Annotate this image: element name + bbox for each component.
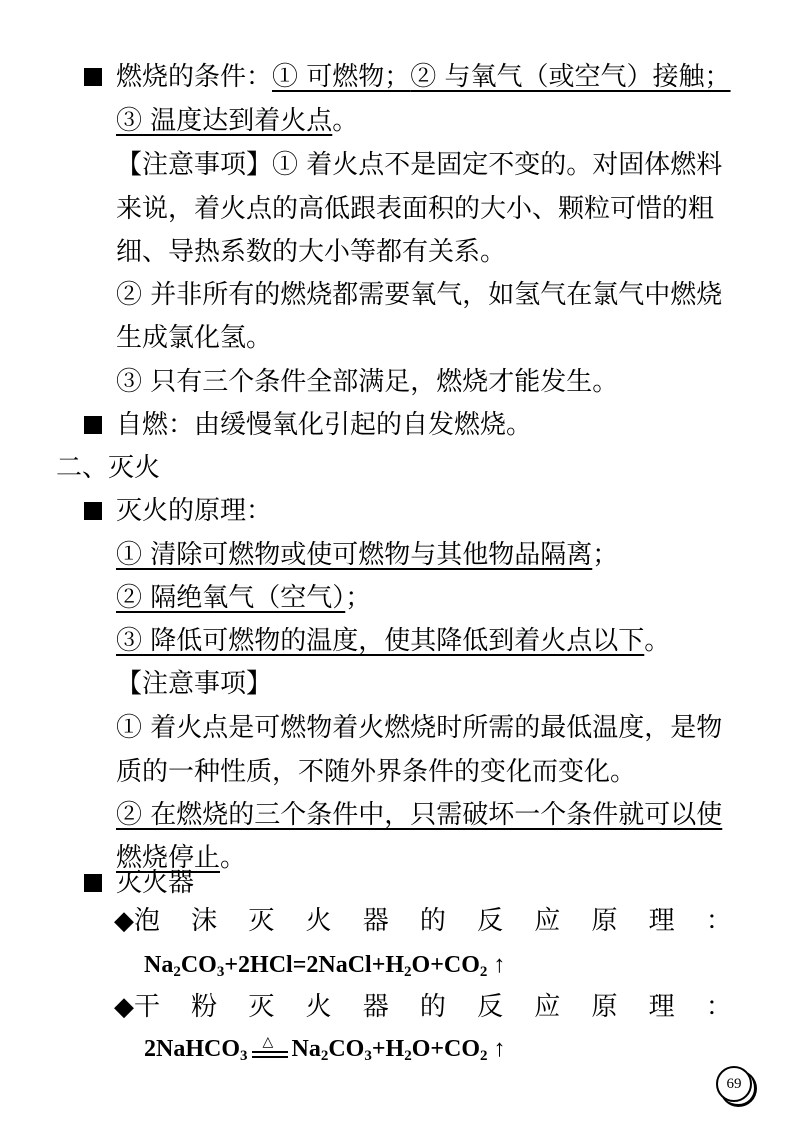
- principle-1: ① 清除可燃物或使可燃物与其他物品隔离: [116, 540, 593, 570]
- dry-char: 的: [419, 992, 446, 1022]
- dry-char: ：: [705, 992, 732, 1022]
- formula-part: +H: [371, 1036, 405, 1062]
- formula-sub: 3: [216, 964, 225, 980]
- formula-part: O+CO: [411, 1036, 481, 1062]
- formula-part: 2NaHCO: [144, 1036, 240, 1062]
- principle-1-end: ；: [592, 540, 619, 570]
- formula-sub: 2: [479, 964, 488, 980]
- note-title-2: 【注意事项】: [116, 669, 273, 699]
- principle-1-line: [116, 539, 618, 571]
- dry-char: 应: [534, 992, 561, 1022]
- foam-char: 理: [648, 906, 675, 936]
- foam-char: ◆泡: [114, 906, 160, 936]
- dry-powder-reaction-equation: [144, 1033, 506, 1072]
- formula-sub: 2: [404, 964, 412, 980]
- page-number: 69: [716, 1066, 752, 1102]
- formula-part: +2HCl=2NaCl+H: [224, 952, 405, 978]
- heating-condition-icon: [252, 1036, 288, 1058]
- heat-symbol: △: [262, 1035, 274, 1050]
- section-heading-fire-extinguishing: 二、灭火: [56, 453, 161, 483]
- foam-char: 火: [305, 906, 332, 936]
- condition-3-line: [116, 105, 358, 137]
- note-1-c: 细、导热系数的大小等都有关系。: [116, 237, 507, 267]
- condition-3-end: 。: [332, 106, 359, 136]
- condition-1: ① 可燃物；: [272, 62, 411, 92]
- formula-sub: 3: [364, 1048, 372, 1064]
- foam-char: ：: [705, 906, 732, 936]
- formula-part: CO: [180, 952, 217, 978]
- note-3: ③ 只有三个条件全部满足，燃烧才能发生。: [116, 367, 619, 397]
- gas-arrow-icon: ↑: [493, 952, 506, 978]
- dry-char: 灭: [248, 992, 275, 1022]
- square-bullet-icon: [84, 68, 102, 86]
- dry-char: 反: [477, 992, 504, 1022]
- condition-3: ③ 温度达到着火点: [116, 106, 333, 136]
- formula-sub: 2: [320, 1048, 329, 1064]
- note2-2-b: 燃烧停止: [116, 843, 221, 873]
- note2-2-end: 。: [220, 843, 247, 873]
- dry-char: 器: [362, 992, 389, 1022]
- square-bullet-icon: [84, 502, 102, 520]
- foam-char: 沫: [191, 906, 218, 936]
- spontaneous-combustion: 自燃：由缓慢氧化引起的自发燃烧。: [116, 410, 533, 440]
- principle-3: ③ 降低可燃物的温度，使其降低到着火点以下: [116, 626, 645, 656]
- dry-powder-extinguisher-line: [114, 991, 732, 1023]
- dry-char: 原: [591, 992, 618, 1022]
- note2-2-a: ② 在燃烧的三个条件中，只需破坏一个条件就可以使: [116, 800, 723, 830]
- condition-2: ② 与氧气（或空气）接触；: [410, 62, 731, 92]
- formula-sub: 2: [173, 964, 181, 980]
- note2-1-b: 质的一种性质，不随外界条件的变化而变化。: [116, 757, 637, 787]
- foam-char: 反: [477, 906, 504, 936]
- formula-sub: 2: [480, 1048, 488, 1064]
- principle-3-line: [116, 625, 670, 657]
- gas-arrow-icon: ↑: [493, 1036, 506, 1062]
- extinguisher-label: 灭火器: [116, 868, 195, 898]
- square-bullet-icon: [84, 416, 102, 434]
- principle-2: ② 隔绝氧气（空气）: [116, 583, 346, 613]
- foam-char: 应: [534, 906, 561, 936]
- note-1-line-a: [116, 149, 722, 181]
- principle-2-line: [116, 582, 371, 614]
- foam-char: 的: [419, 906, 446, 936]
- note-title: 【注意事项】: [116, 150, 273, 180]
- foam-char: 原: [591, 906, 618, 936]
- formula-part: CO: [328, 1036, 365, 1062]
- foam-extinguisher-line: [114, 905, 732, 937]
- dry-char: ◆干: [114, 992, 160, 1022]
- combustion-conditions-line: [116, 61, 731, 93]
- dry-char: 火: [305, 992, 332, 1022]
- formula-sub: 3: [240, 1048, 248, 1064]
- note2-2-a-line: [116, 799, 722, 831]
- note-2-b: 生成氯化氢。: [116, 323, 273, 353]
- dry-char: 粉: [191, 992, 218, 1022]
- note-1-a: ① 着火点不是固定不变的。对固体燃料: [272, 150, 723, 180]
- formula-sub: 2: [404, 1048, 412, 1064]
- note2-1-a: ① 着火点是可燃物着火燃烧时所需的最低温度，是物: [116, 713, 723, 743]
- formula-part: Na: [291, 1036, 321, 1062]
- note-2-a: ② 并非所有的燃烧都需要氧气，如氢气在氯气中燃烧: [116, 280, 723, 310]
- foam-reaction-equation: [144, 949, 505, 988]
- formula-part: O+CO: [411, 952, 480, 978]
- foam-char: 器: [362, 906, 389, 936]
- principle-label: 灭火的原理：: [116, 496, 273, 526]
- formula-part: Na: [144, 952, 174, 978]
- note-1-b: 来说，着火点的高低跟表面积的大小、颗粒可惜的粗: [116, 194, 715, 224]
- dry-char: 理: [648, 992, 675, 1022]
- combustion-conditions-label: 燃烧的条件：: [116, 62, 273, 92]
- foam-char: 灭: [248, 906, 275, 936]
- principle-2-end: ；: [345, 583, 372, 613]
- principle-3-end: 。: [644, 626, 671, 656]
- square-bullet-icon: [84, 874, 102, 892]
